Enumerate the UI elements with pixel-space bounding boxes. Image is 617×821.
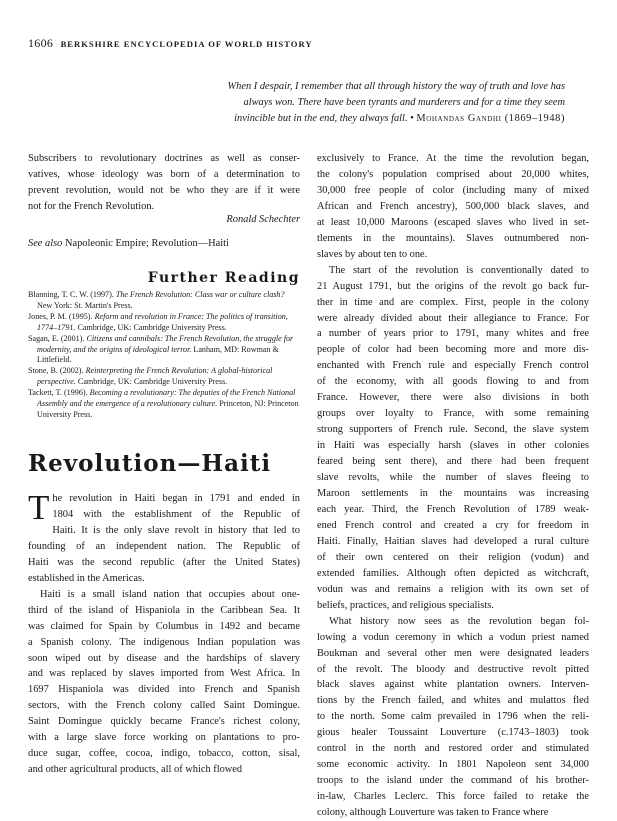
text-line: lowing a vodun ceremony in which a vodun priest named — [317, 631, 589, 643]
text-line: Maroon settlements in the mountains was increasing — [317, 488, 589, 500]
text-line: troops to the island under the command of his brother- — [317, 775, 589, 787]
text-line: Subscribers to revolutionary doctrines as well as conser- — [28, 153, 300, 164]
running-head — [28, 36, 313, 51]
text-line: people of color had been becoming more and more dis- — [317, 344, 589, 356]
author-byline: Ronald Schechter — [226, 214, 300, 225]
text-line: 1697 Hispaniola was divided into French and Spanish — [28, 684, 300, 696]
text-line: in-law, Charles Leclerc. This force failed to retake the — [317, 791, 589, 803]
text-line: of the economy, with all goods flowing to and from — [317, 376, 589, 388]
reference-publisher: Princeton, NJ: Princeton University Press. — [37, 399, 299, 419]
text-line: Boukman and several other men were designated leaders — [317, 647, 589, 659]
text-line: Haiti was the second republic (after the United States) — [28, 556, 300, 568]
text-line: African and French ancestry), 500,000 black slaves, and — [317, 200, 589, 212]
reference-publisher: Lanham, MD: Rowman & Littlefield. — [37, 344, 279, 365]
text-line: of their own centered on their religion (vodun) and — [317, 551, 589, 563]
reference-author: Sagan, E. (2001). — [28, 333, 87, 343]
text-line: enchanted with French rule and especially French control — [317, 360, 589, 372]
text-line: ened French control and created a cry for freedom in — [317, 519, 589, 531]
text-line: control in the north and restored order and stimulated — [317, 743, 589, 755]
text-line: in Haiti was especially harsh (slaves in other colonies — [317, 440, 589, 452]
text-line: some economic activity. In 1801 Napoleon sent 34,000 — [317, 759, 589, 771]
text-line: slave revolts, while the number of slaves fleeing to — [317, 472, 589, 484]
text-line: and other agricultural products, all of which flowed — [28, 764, 243, 776]
reference-entry — [28, 334, 300, 367]
reference-entry — [28, 388, 300, 421]
text-line: The start of the revolution is conventionally dated to — [329, 264, 589, 276]
reference-publisher: New York: St. Martin's Press. — [37, 300, 133, 310]
text-line: extended families. Although often depicted as witchcraft, — [317, 567, 589, 579]
reference-entry — [28, 290, 300, 312]
reference-author: Jones, P. M. (1995). — [28, 311, 95, 321]
text-line: strong supporters of French rule. Second, the slave system — [317, 424, 589, 436]
reference-title: Reform and revolution in France: The politics of transition, 1774–1791. — [37, 311, 288, 332]
see-also — [28, 238, 300, 249]
reference-author: Stone, B. (2002). — [28, 366, 86, 376]
text-line: 21 August 1791, but the origins of the revolt go back fur- — [317, 280, 589, 292]
text-line: vodun was and remains a religion with its own set of — [317, 583, 589, 595]
reference-title: Becoming a revolutionary: The deputies of the French National Assembly and the emergence of a revolutionary culture. — [37, 388, 296, 409]
page-number: 1606 — [28, 36, 54, 50]
text-line: not for the French Revolution. — [28, 200, 155, 212]
text-line: feared being sent there), and there had been frequent — [317, 456, 589, 468]
text-line: each year. Third, the French Revolution of 1789 weak- — [317, 503, 589, 515]
epigraph-line-text: invincible but in the end, they always fall. — [234, 113, 408, 124]
running-title: BERKSHIRE ENCYCLOPEDIA OF WORLD HISTORY — [60, 39, 313, 49]
bullet: • — [410, 113, 414, 124]
text-line: vatives, whose ideology was born of a determination to — [28, 168, 300, 180]
text-line: black slaves against white plantation owners. Interven- — [317, 679, 589, 691]
reference-title: The French Revolution: Class war or culture clash? — [115, 290, 285, 299]
epigraph-line: When I despair, I remember that all through history the way of truth and love has — [227, 81, 565, 92]
reference-publisher: Cambridge, UK: Cambridge University Press. — [75, 322, 227, 332]
epigraph-quote — [135, 79, 565, 127]
reference-entry — [28, 312, 300, 334]
text-line: and was replaced by slaves imported from West Africa. In — [28, 668, 300, 680]
text-line: established in the Americas. — [28, 572, 145, 584]
text-line: sectors, with the French colony called Saint Domingue. — [28, 700, 300, 712]
text-line: of the revolt. The bloody and destructive revolt pitted — [317, 663, 589, 675]
reference-title: Reinterpreting the French Revolution: A global-historical perspective. — [37, 366, 273, 387]
text-line: ther in time and are complex. First, people in the colony — [317, 296, 589, 308]
reference-title: Citizens and cannibals: The French Revolution, the struggle for modernity, and the origins of ideological terror. — [37, 333, 294, 354]
text-line: slaves by about ten to one. — [317, 248, 428, 260]
text-line: tlements in the mountains). Slaves outnumbered non- — [317, 232, 589, 244]
text-line: at least 10,000 Maroons (escaped slaves who lived in set- — [317, 216, 589, 228]
reference-author: Tackett, T. (1996). — [28, 388, 90, 398]
text-line: founding of an independent nation. The Republic of — [28, 540, 300, 552]
text-line: Haiti. Finally, Haitian slaves had developed a rural culture — [317, 535, 589, 547]
epigraph-line — [135, 111, 565, 127]
text-line: with a large slave force working on plantations to pro- — [28, 732, 300, 744]
previous-article-conclusion — [28, 151, 300, 215]
epigraph-line: always won. There have been tyrants and murderers and for a time they seem — [243, 97, 565, 108]
text-line: the colony's population comprised about 20,000 whites, — [317, 168, 589, 180]
text-line: What history now sees as the revolution began fol- — [329, 615, 589, 627]
text-line: groups over loyalty to France, with some remaining — [317, 408, 589, 420]
text-line: 30,000 free people of color (including many of mixed — [317, 184, 589, 196]
text-line: France. However, there were also divisions in both — [317, 392, 589, 404]
text-line: soon wiped out by disease and the hardships of slavery — [28, 652, 300, 664]
text-line: were already divided about their allegiance to France. For — [317, 312, 589, 324]
reference-entry — [28, 366, 300, 388]
see-also-label: See also — [28, 238, 63, 249]
see-also-text: Napoleonic Empire; Revolution—Haiti — [64, 238, 229, 249]
drop-cap: T — [28, 488, 50, 527]
text-line: 1804 with the establishment of the Republic of — [52, 508, 300, 520]
text-line: a number of years prior to 1791, many whites and free — [317, 328, 589, 340]
article-body-left — [28, 488, 300, 778]
text-line: was claimed for Spain by Columbus in 1492 and became — [28, 620, 300, 632]
article-body-right — [317, 151, 589, 821]
text-line: prevent revolution, would not be who they are if it were — [28, 184, 300, 196]
text-line: a Spanish colony. The indigenous Indian population was — [28, 636, 300, 648]
text-line: beliefs, practices, and religious specialists. — [317, 599, 494, 611]
reference-publisher: Cambridge, UK: Cambridge University Press. — [75, 377, 228, 387]
text-line: he revolution in Haiti began in 1791 and ended in — [52, 493, 300, 504]
text-line: colony, although Louverture was taken to France where — [317, 807, 549, 819]
further-reading-list — [28, 290, 300, 421]
text-line: Saint Domingue quickly became France's richest colony, — [28, 716, 300, 728]
text-line: duce sugar, coffee, cocoa, indigo, tobacco, cotton, sisal, — [28, 748, 300, 760]
text-line: tions by the French failed, and whites and mulattos fled — [317, 695, 589, 707]
text-line: Haiti is a small island nation that occupies about one- — [40, 588, 300, 600]
text-line: Haiti. It is the only slave revolt in history that led to — [52, 524, 300, 536]
further-reading-heading: Further Reading — [147, 270, 300, 286]
article-title: Revolution—Haiti — [28, 450, 272, 477]
reference-author: Blanning, T. C. W. (1997). — [28, 290, 116, 299]
text-line: to the north. Some calm prevailed in 1796 when the reli- — [317, 711, 589, 723]
epigraph-attribution: Mohandas Gandhi (1869–1948) — [416, 113, 565, 124]
text-line: third of the island of Hispaniola in the Caribbean Sea. It — [28, 604, 300, 616]
text-line: exclusively to France. At the time the revolution began, — [317, 153, 589, 164]
text-line: gious healer Toussaint Louverture (c.1743–1803) took — [317, 727, 589, 739]
